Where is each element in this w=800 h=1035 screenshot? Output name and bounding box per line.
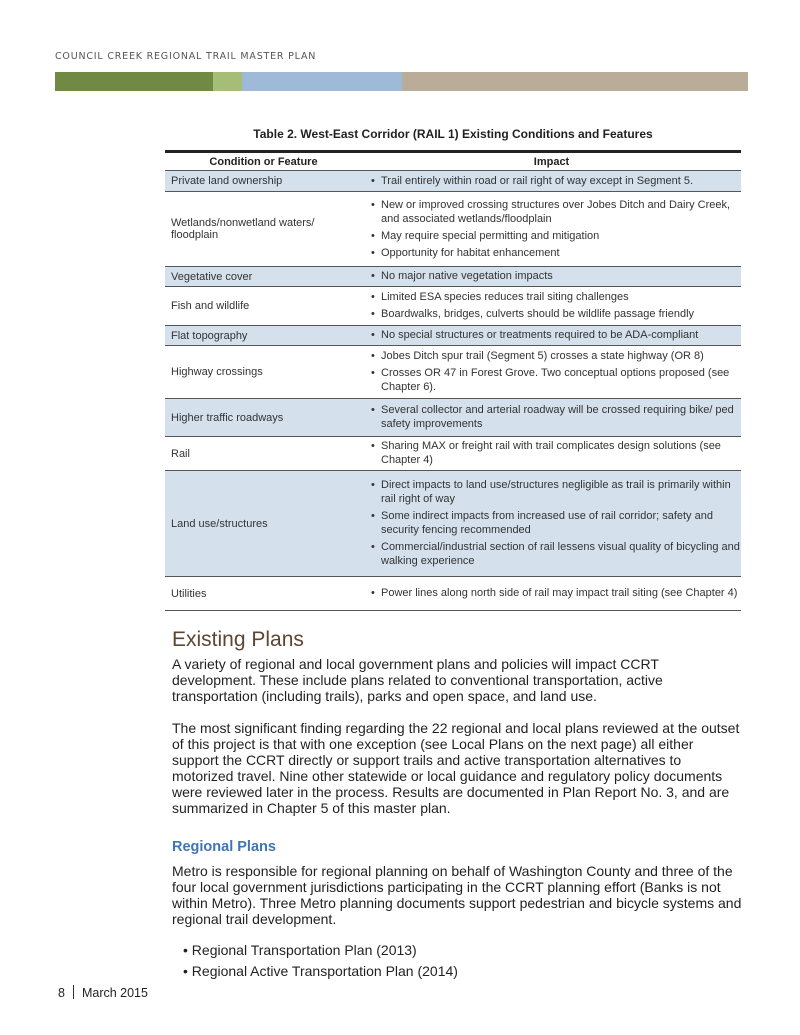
impact-cell	[362, 287, 741, 326]
impact-item: • Jobes Ditch spur trail (Segment 5) crosses a state highway (OR 8)	[368, 349, 741, 363]
page-number: 8	[58, 986, 65, 1000]
impact-item: • Power lines along north side of rail may impact trail siting (see Chapter 4)	[368, 586, 741, 600]
impact-item: • New or improved crossing structures over Jobes Ditch and Dairy Creek, and associated wetlands/floodplain	[368, 198, 741, 226]
color-band-light-green	[213, 72, 242, 91]
running-header: COUNCIL CREEK REGIONAL TRAIL MASTER PLAN	[55, 51, 317, 62]
impact-item: • Sharing MAX or freight rail with trail complicates design solutions (see Chapter 4)	[368, 439, 741, 467]
impact-item: • Boardwalks, bridges, culverts should be wildlife passage friendly	[368, 307, 741, 321]
color-band-tan	[402, 72, 748, 91]
condition-cell: Vegetative cover	[165, 267, 362, 287]
subheading-regional-plans: Regional Plans	[172, 839, 276, 855]
table-row	[165, 171, 741, 192]
column-header-impact: Impact	[362, 152, 741, 171]
color-band-blue	[242, 72, 402, 91]
condition-cell: Highway crossings	[165, 346, 362, 399]
condition-cell: Private land ownership	[165, 171, 362, 192]
impact-cell	[362, 437, 741, 471]
impact-item: • No special structures or treatments required to be ADA-compliant	[368, 328, 741, 342]
impact-item: • Several collector and arterial roadway will be crossed requiring bike/ ped safety improvements	[368, 403, 741, 431]
list-item: • Regional Active Transportation Plan (2014)	[183, 963, 458, 979]
impact-item: • Commercial/industrial section of rail lessens visual quality of bicycling and walking experience	[368, 540, 741, 568]
paragraph: The most significant finding regarding the 22 regional and local plans reviewed at the outset of this project is that with one exception (see Local Plans on the next page) all either support the CCRT directly or support trails and active transportation alternatives to motorized travel. Nine other statewide or local guidance and regulatory policy documents were reviewed later in the process. Results are documented in Plan Report No. 3, and are summarized in Chapter 5 of this master plan.	[172, 720, 740, 816]
impact-cell	[362, 326, 741, 346]
page-footer	[58, 985, 148, 1000]
table-row	[165, 287, 741, 326]
condition-cell: Flat topography	[165, 326, 362, 346]
regional-plans-list	[183, 940, 458, 982]
table-row	[165, 437, 741, 471]
impact-item: • Some indirect impacts from increased use of rail corridor; safety and security fencing recommended	[368, 509, 741, 537]
table-row	[165, 192, 741, 267]
footer-date: March 2015	[81, 986, 148, 1000]
table-row	[165, 577, 741, 611]
impact-item: • No major native vegetation impacts	[368, 269, 741, 283]
column-header-condition: Condition or Feature	[165, 152, 362, 171]
impact-item: • Crosses OR 47 in Forest Grove. Two conceptual options proposed (see Chapter 6).	[368, 366, 741, 394]
impact-cell	[362, 346, 741, 399]
table-row	[165, 267, 741, 287]
impact-item: • Opportunity for habitat enhancement	[368, 246, 741, 260]
condition-cell: Utilities	[165, 577, 362, 611]
table-row	[165, 326, 741, 346]
condition-cell: Wetlands/nonwetland waters/ floodplain	[165, 192, 362, 267]
impact-cell	[362, 192, 741, 267]
table-row	[165, 471, 741, 577]
conditions-table	[165, 150, 741, 611]
table-header-row	[165, 152, 741, 171]
condition-cell: Fish and wildlife	[165, 287, 362, 326]
section-heading-existing-plans: Existing Plans	[172, 628, 304, 651]
color-band-green	[55, 72, 213, 91]
impact-item: • Limited ESA species reduces trail siting challenges	[368, 290, 741, 304]
footer-divider	[73, 985, 74, 999]
condition-cell: Land use/structures	[165, 471, 362, 577]
impact-item: • Trail entirely within road or rail right of way except in Segment 5.	[368, 174, 741, 188]
impact-cell	[362, 399, 741, 437]
table-row	[165, 399, 741, 437]
impact-cell	[362, 267, 741, 287]
list-item: • Regional Transportation Plan (2013)	[183, 942, 417, 958]
impact-cell	[362, 171, 741, 192]
table-body	[165, 171, 741, 611]
condition-cell: Higher traffic roadways	[165, 399, 362, 437]
table-row	[165, 346, 741, 399]
paragraph: Metro is responsible for regional planning on behalf of Washington County and three of the four local government jurisdictions participating in the CCRT planning effort (Banks is not within Metro). Three Metro planning documents support pedestrian and bicycle systems and regional trail development.	[172, 863, 742, 927]
table-caption: Table 2. West-East Corridor (RAIL 1) Existing Conditions and Features	[253, 127, 653, 141]
impact-cell	[362, 577, 741, 611]
paragraph: A variety of regional and local government plans and policies will impact CCRT development. These include plans related to conventional transportation, active transportation (including trails), parks and open space, and land use.	[172, 656, 663, 704]
condition-cell: Rail	[165, 437, 362, 471]
impact-item: • May require special permitting and mitigation	[368, 229, 741, 243]
impact-item: • Direct impacts to land use/structures negligible as trail is primarily within rail right of way	[368, 478, 741, 506]
impact-cell	[362, 471, 741, 577]
